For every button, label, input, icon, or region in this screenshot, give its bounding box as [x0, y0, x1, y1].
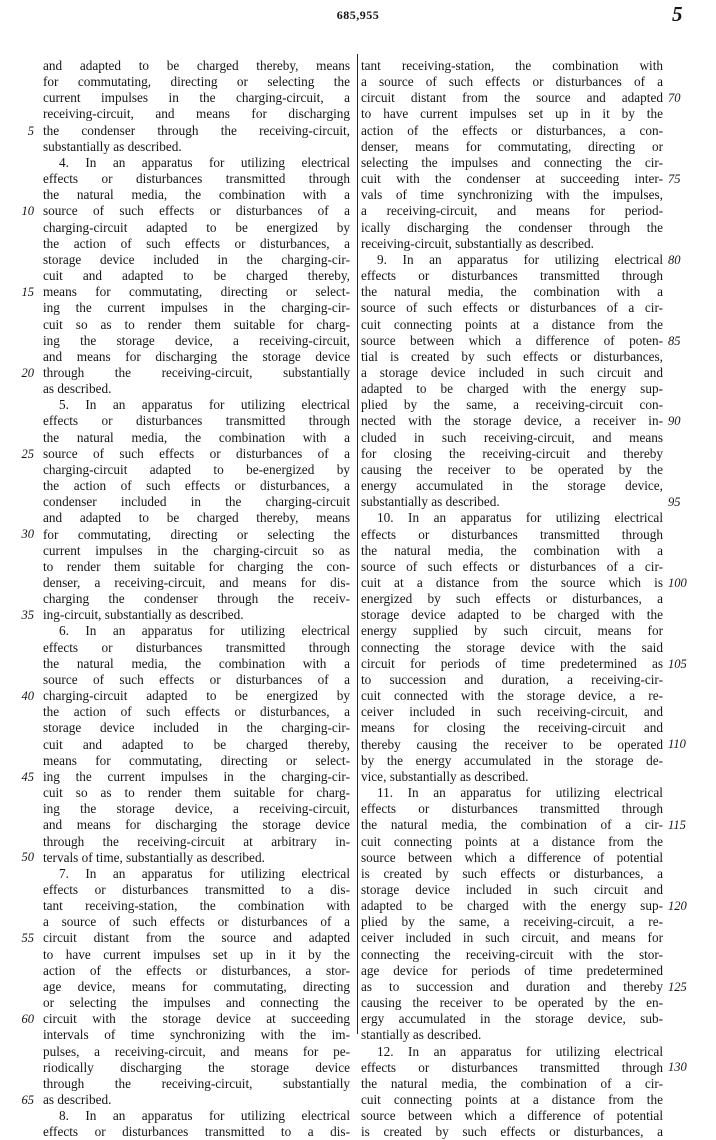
text-line: cuit so as to render them suitable for charg- — [43, 316, 350, 332]
text-line: action of the effects or disturbances, a con- — [361, 122, 663, 138]
text-line: ing the storage device, a receiving-circuit, — [43, 801, 350, 817]
text-line: and adapted to be charged thereby, means — [43, 510, 350, 526]
margin-line-number: 100 — [668, 575, 687, 590]
text-line: tant receiving-station, the combination with — [43, 898, 350, 914]
text-line: and means for discharging the storage device — [43, 817, 350, 833]
text-line: pulses, a receiving-circuit, and means for pe- — [43, 1043, 350, 1059]
margin-line-number: 40 — [21, 688, 34, 703]
text-line: intervals of time synchronizing with the im- — [43, 1027, 350, 1043]
text-line: cuit connecting points at a distance from the — [361, 316, 663, 332]
text-line: effects or disturbances transmitted through — [361, 526, 663, 542]
text-line: a receiving-circuit, and means for period- — [361, 203, 663, 219]
text-line: cuit connecting points at a distance from the — [361, 833, 663, 849]
text-line: stantially as described. — [361, 1027, 482, 1043]
text-line: through the receiving-circuit, substantially — [43, 364, 350, 380]
text-line: effects or disturbances transmitted through — [361, 268, 663, 284]
text-line: the natural media, the combination with a — [361, 542, 663, 558]
text-line: circuit distant from the source and adapted — [43, 930, 350, 946]
text-line: ceiver included in such circuit, and means for — [361, 930, 663, 946]
margin-line-number: 65 — [21, 1092, 34, 1107]
text-line: 8. In an apparatus for utilizing electrical — [59, 1108, 350, 1124]
text-line: a storage device included in such circuit and — [361, 364, 663, 380]
text-line: storage device adapted to be charged with the — [361, 607, 663, 623]
text-line: a source of such effects or disturbances of a — [361, 74, 663, 90]
text-line: cuit connecting points at a distance from the — [361, 1092, 663, 1107]
text-line: source of such effects or disturbances of a — [43, 671, 350, 687]
text-line: and adapted to be charged thereby, means — [43, 58, 350, 73]
text-line: 6. In an apparatus for utilizing electrical — [59, 623, 350, 639]
margin-line-number: 55 — [21, 931, 34, 946]
text-line: is created by such effects or disturbances, a — [361, 865, 663, 881]
margin-line-number: 10 — [21, 204, 34, 219]
text-line: condenser included in the charging-circuit — [43, 494, 350, 510]
margin-line-number: 20 — [21, 365, 34, 380]
text-line: to succession and duration, a receiving-cir- — [361, 671, 663, 687]
text-line: a source of such effects or disturbances of a — [43, 914, 350, 930]
text-line: means for commutating, directing or select- — [43, 284, 350, 300]
text-line: cuit so as to render them suitable for charg- — [43, 785, 350, 801]
text-line: the natural media, the combination with a — [43, 187, 350, 203]
text-line: ically discharging the condenser through the — [361, 219, 663, 235]
text-line: tervals of time, substantially as described. — [43, 849, 265, 865]
text-line: and means for discharging the storage device — [43, 348, 350, 364]
text-line: circuit with the storage device at succeeding — [43, 1011, 350, 1027]
text-line: plied by the same, a receiving-circuit con- — [361, 397, 663, 413]
text-line: charging-circuit adapted to be energized by — [43, 688, 350, 704]
text-line: effects or disturbances transmitted through — [43, 171, 350, 187]
text-line: cuit and adapted to be charged thereby, — [43, 268, 350, 284]
margin-line-number: 85 — [668, 333, 681, 348]
text-line: charging-circuit adapted to be energized by — [43, 219, 350, 235]
margin-line-number: 15 — [21, 285, 34, 300]
text-line: thereby causing the receiver to be operated — [361, 736, 663, 752]
text-line: 4. In an apparatus for utilizing electrical — [59, 154, 350, 170]
text-line: denser, means for commutating, directing or — [361, 138, 663, 154]
margin-line-number: 60 — [21, 1011, 34, 1026]
margin-line-number: 110 — [668, 737, 686, 752]
margin-line-number: 25 — [21, 446, 34, 461]
text-line: effects or disturbances transmitted through — [361, 801, 663, 817]
text-line: action of the effects or disturbances, a stor- — [43, 962, 350, 978]
text-line: ceiver included in such receiving-circuit, and — [361, 704, 663, 720]
margin-line-number: 75 — [668, 172, 681, 187]
text-line: connecting the receiving-circuit with the stor- — [361, 946, 663, 962]
margin-line-number: 45 — [21, 769, 34, 784]
text-line: or selecting the impulses and connecting the — [43, 995, 350, 1011]
text-line: storage device included in the charging-cir- — [43, 251, 350, 267]
text-line: adapted to be charged with the energy sup- — [361, 898, 663, 914]
text-line: 7. In an apparatus for utilizing electrical — [59, 865, 350, 881]
text-line: selecting the impulses and connecting the cir- — [361, 154, 663, 170]
text-line: connecting the storage device with the said — [361, 639, 663, 655]
text-line: ing-circuit, substantially as described. — [43, 607, 244, 623]
text-line: effects or disturbances transmitted to a dis- — [43, 881, 350, 897]
text-line: for commutating, directing or selecting the — [43, 74, 350, 90]
right-text-column — [361, 58, 663, 1140]
text-line: the action of such effects or disturbances, a — [43, 478, 350, 494]
text-line: the natural media, the combination with a — [43, 429, 350, 445]
text-line: the natural media, the combination of a cir- — [361, 1075, 663, 1091]
margin-line-number: 80 — [668, 252, 681, 267]
text-line: source of such effects or disturbances of a — [43, 445, 350, 461]
text-line: nected with the storage device, a receiver in- — [361, 413, 663, 429]
text-line: cuit and adapted to be charged thereby, — [43, 736, 350, 752]
text-line: cuit with the condenser at succeeding inter- — [361, 171, 663, 187]
text-line: receiving-circuit, substantially as described. — [361, 235, 594, 251]
text-line: as described. — [43, 1092, 112, 1107]
text-line: the natural media, the combination with a — [43, 655, 350, 671]
text-line: source between which a difference of poten- — [361, 332, 663, 348]
text-line: energized by such effects or disturbances, a — [361, 591, 663, 607]
margin-line-number: 5 — [27, 123, 34, 138]
text-line: ing the storage device, a receiving-circuit, — [43, 332, 350, 348]
text-line: causing the receiver to be operated by the en- — [361, 995, 663, 1011]
text-line: 9. In an apparatus for utilizing electrical — [377, 251, 663, 267]
text-line: substantially as described. — [43, 138, 182, 154]
text-line: the action of such effects or disturbances, a — [43, 704, 350, 720]
text-line: the condenser through the receiving-circuit, — [43, 122, 350, 138]
text-line: age device for periods of time predetermined — [361, 962, 663, 978]
text-line: storage device included in such circuit and — [361, 881, 663, 897]
margin-line-number: 70 — [668, 91, 681, 106]
text-line: source of such effects or disturbances of a cir- — [361, 558, 663, 574]
text-line: riodically discharging the storage device — [43, 1059, 350, 1075]
text-line: the natural media, the combination with a — [361, 284, 663, 300]
text-line: means for commutating, directing or select- — [43, 752, 350, 768]
text-line: ing the current impulses in the charging-cir- — [43, 300, 350, 316]
text-line: source between which a difference of potential — [361, 849, 663, 865]
text-line: means for closing the receiving-circuit and — [361, 720, 663, 736]
text-line: to render them suitable for charging the con- — [43, 558, 350, 574]
text-line: effects or disturbances transmitted through — [361, 1059, 663, 1075]
text-line: circuit distant from the source and adapted — [361, 90, 663, 106]
text-line: 5. In an apparatus for utilizing electrical — [59, 397, 350, 413]
text-line: source of such effects or disturbances of a — [43, 203, 350, 219]
text-line: effects or disturbances transmitted through — [43, 413, 350, 429]
margin-line-number: 35 — [21, 608, 34, 623]
text-line: vals of time synchronizing with the impulses, — [361, 187, 663, 203]
text-line: 12. In an apparatus for utilizing electrical — [377, 1043, 663, 1059]
margin-line-number: 105 — [668, 656, 687, 671]
text-line: through the receiving-circuit, substantially — [43, 1075, 350, 1091]
text-line: for commutating, directing or selecting the — [43, 526, 350, 542]
text-line: to have current impulses set up in it by the — [43, 946, 350, 962]
text-line: energy supplied by such circuit, means for — [361, 623, 663, 639]
text-line: age device, means for commutating, directing — [43, 978, 350, 994]
text-line: through the receiving-circuit at arbitrary in- — [43, 833, 350, 849]
text-line: storage device included in the charging-cir- — [43, 720, 350, 736]
text-line: effects or disturbances transmitted to a dis- — [43, 1124, 350, 1140]
text-line: for closing the receiving-circuit and thereby — [361, 445, 663, 461]
margin-line-number: 95 — [668, 495, 681, 510]
text-line: current impulses in the charging-circuit so as — [43, 542, 350, 558]
text-line: the action of such effects or disturbances, a — [43, 235, 350, 251]
margin-line-number: 120 — [668, 898, 687, 913]
text-line: current impulses in the charging-circuit, a — [43, 90, 350, 106]
margin-line-number: 130 — [668, 1060, 687, 1075]
text-line: tant receiving-station, the combination with — [361, 58, 663, 73]
text-line: energy accumulated in the storage device, — [361, 478, 663, 494]
text-line: as to succession and duration and thereby — [361, 978, 663, 994]
margin-line-number: 50 — [21, 850, 34, 865]
text-line: cuit connected with the storage device, a re- — [361, 688, 663, 704]
text-line: ergy accumulated in the storage device, sub- — [361, 1011, 663, 1027]
page-number: 5 — [672, 2, 683, 26]
text-line: denser, a receiving-circuit, and means for dis- — [43, 575, 350, 590]
text-line: to have current impulses set up in it by the — [361, 106, 663, 122]
text-line: cluded in such receiving-circuit, and means — [361, 429, 663, 445]
text-line: adapted to be charged with the energy sup- — [361, 381, 663, 397]
text-line: by the energy accumulated in the storage de- — [361, 752, 663, 768]
column-divider — [357, 54, 358, 1034]
left-text-column — [43, 58, 350, 1140]
patent-number: 685,955 — [336, 8, 380, 22]
text-line: charging-circuit adapted to be-energized by — [43, 461, 350, 477]
text-line: as described. — [43, 381, 112, 397]
text-line: cuit at a distance from the source which is — [361, 575, 663, 590]
text-line: 11. In an apparatus for utilizing electrical — [377, 785, 663, 801]
text-line: substantially as described. — [361, 494, 500, 510]
margin-line-number: 125 — [668, 979, 687, 994]
text-line: source between which a difference of potential — [361, 1108, 663, 1124]
text-line: vice, substantially as described. — [361, 768, 529, 784]
text-line: receiving-circuit, and means for discharging — [43, 106, 350, 122]
text-line: ing the current impulses in the charging-cir- — [43, 768, 350, 784]
margin-line-number: 115 — [668, 818, 686, 833]
margin-line-number: 30 — [21, 527, 34, 542]
text-line: source of such effects or disturbances of a cir- — [361, 300, 663, 316]
text-line: tial is created by such effects or disturbances, — [361, 348, 663, 364]
text-line: plied by the same, a receiving-circuit, a re- — [361, 914, 663, 930]
text-line: causing the receiver to be operated by the — [361, 461, 663, 477]
text-line: the natural media, the combination of a cir- — [361, 817, 663, 833]
text-line: circuit for periods of time predetermined as — [361, 655, 663, 671]
margin-line-number: 90 — [668, 414, 681, 429]
text-line: is created by such effects or disturbances, a — [361, 1124, 663, 1140]
text-line: charging the condenser through the receiv- — [43, 591, 350, 607]
text-line: 10. In an apparatus for utilizing electrical — [377, 510, 663, 526]
text-line: effects or disturbances transmitted through — [43, 639, 350, 655]
